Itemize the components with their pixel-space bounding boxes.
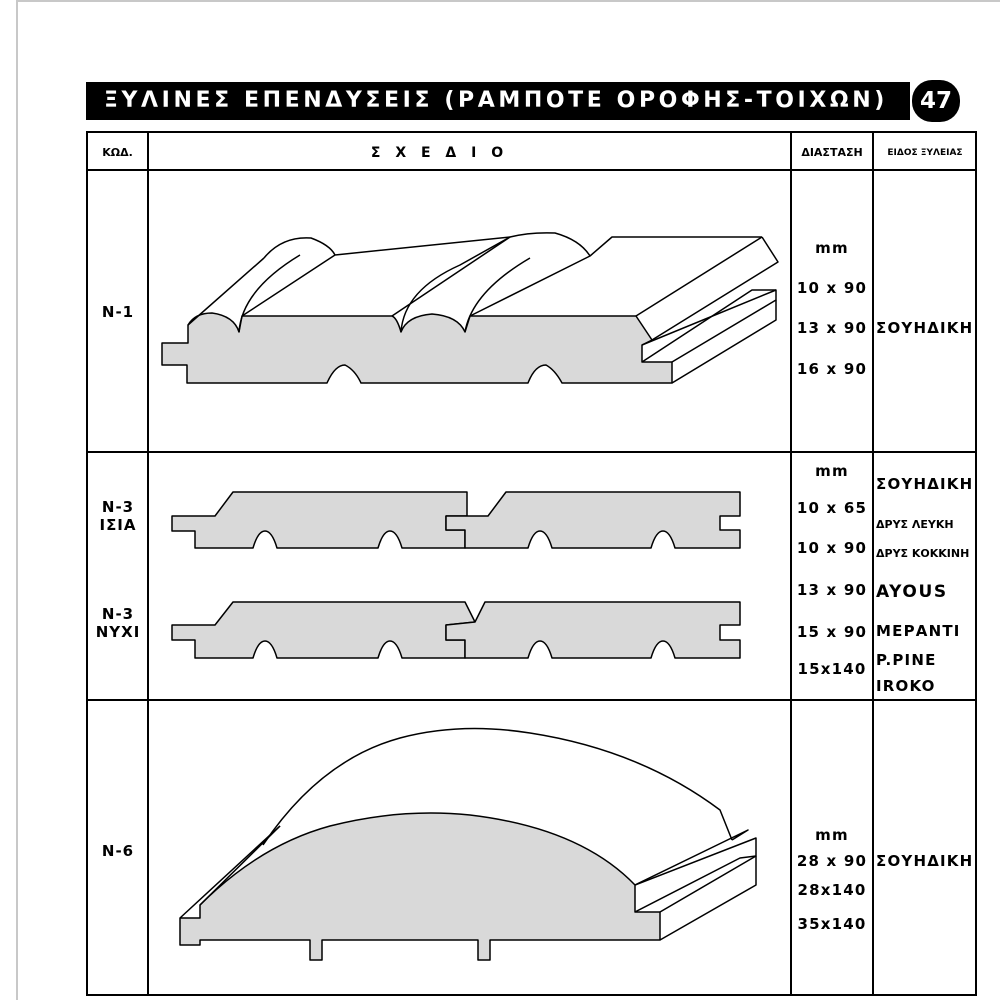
wood-type: ΣΟΥΗΔΙΚΗ (876, 475, 974, 493)
profile-n6-drawing (180, 729, 756, 960)
row-code: N-6 (101, 842, 135, 860)
profile-n3-isia-drawing (172, 492, 740, 548)
dimension-value: 15x140 (797, 660, 867, 678)
wood-type: P.PINE (876, 651, 937, 669)
dimension-unit: mm (815, 462, 849, 480)
profile-n1-drawing (162, 233, 778, 383)
dimension-value: 13 x 90 (796, 319, 868, 337)
dimension-value: 15 x 90 (796, 623, 868, 641)
header-dimension: ΔΙΑΣΤΑΣΗ (801, 146, 863, 159)
row-code: N-3 (101, 605, 135, 623)
header-wood-type: ΕΙΔΟΣ ΞΥΛΕΙΑΣ (887, 148, 963, 158)
dimension-value: 16 x 90 (796, 360, 868, 378)
wood-type: ΣΟΥΗΔΙΚΗ (876, 319, 974, 337)
row-code-variant: ΝΥΧΙ (95, 623, 141, 641)
wood-type: ΔΡΥΣ ΚΟΚΚΙΝΗ (876, 547, 970, 560)
dimension-value: 10 x 90 (796, 279, 868, 297)
wood-type: ΜΕΡΑΝΤΙ (876, 622, 961, 640)
dimension-value: 10 x 90 (796, 539, 868, 557)
dimension-value: 28x140 (797, 881, 867, 899)
wood-type: IROKO (876, 677, 936, 695)
dimension-unit: mm (815, 826, 849, 844)
row-code: N-3 (101, 498, 135, 516)
dimension-value: 35x140 (797, 915, 867, 933)
profile-n3-nyxi-drawing (172, 602, 740, 658)
wood-type: ΔΡΥΣ ΛΕΥΚΗ (876, 518, 954, 531)
wood-type: ΣΟΥΗΔΙΚΗ (876, 852, 974, 870)
dimension-value: 10 x 65 (796, 499, 868, 517)
dimension-value: 28 x 90 (796, 852, 868, 870)
dimension-unit: mm (815, 239, 849, 257)
dimension-value: 13 x 90 (796, 581, 868, 599)
row-code-variant: ΙΣΙΑ (99, 516, 137, 534)
row-code: N-1 (101, 303, 135, 321)
page-title: ΞΥΛΙΝΕΣ ΕΠΕΝΔΥΣΕΙΣ (ΡΑΜΠΟΤΕ ΟΡΟΦΗΣ-ΤΟΙΧΩΝ) (86, 82, 910, 120)
page-number-badge: 47 (912, 80, 960, 122)
header-code: ΚΩΔ. (102, 146, 133, 159)
wood-type: AYOUS (876, 582, 948, 602)
header-drawing: Σ Χ Ε Δ Ι Ο (370, 145, 509, 161)
